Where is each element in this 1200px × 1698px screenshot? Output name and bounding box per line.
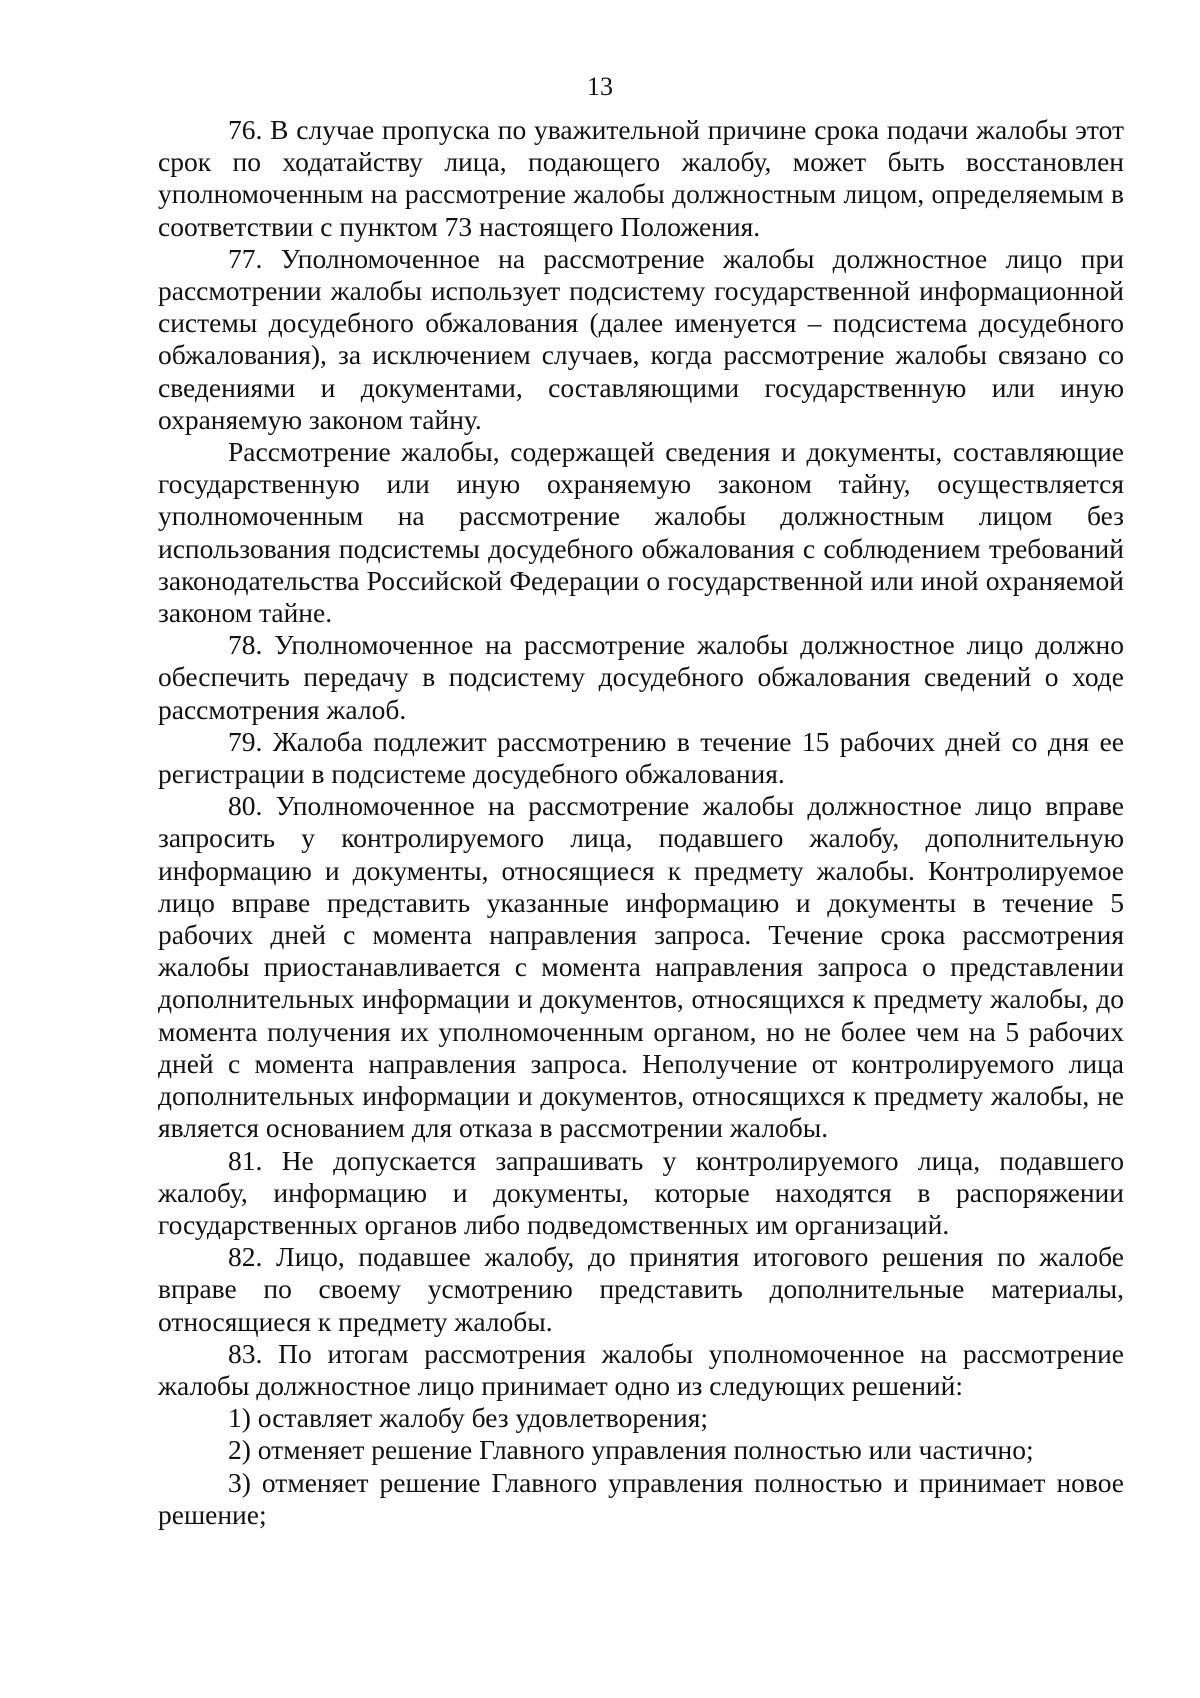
list-item-2: 2) отменяет решение Главного управления полностью или частично; (228, 1434, 1034, 1466)
page-number: 13 (587, 72, 613, 101)
paragraph-79: 79. Жалоба подлежит рассмотрению в течение 15 рабочих дней со дня ее регистрации в подсистеме досудебного обжалования. (158, 725, 1124, 790)
list-item-1: 1) оставляет жалобу без удовлетворения; (228, 1402, 709, 1434)
paragraph-77-secret: Рассмотрение жалобы, содержащей сведения и документы, составляющие государственную или иную охраняемую законом тайну, осуществляется уполномоченным на рассмотрение жалобы должностным лицом без использования подсистемы досудебного обжалования с соблюдением требований законодательства Российской Федерации о государственной или иной охраняемой законом тайне. (158, 436, 1124, 629)
paragraph-77: 77. Уполномоченное на рассмотрение жалобы должностное лицо при рассмотрении жалобы использует подсистему государственной информационной системы досудебного обжалования (далее именуется – подсистема досудебного обжалования), за исключением случаев, когда рассмотрение жалобы связано со сведениями и документами, составляющими государственную или иную охраняемую законом тайну. (158, 242, 1124, 435)
paragraph-82: 82. Лицо, подавшее жалобу, до принятия итогового решения по жалобе вправе по своему усмотрению представить дополнительные материалы, относящиеся к предмету жалобы. (158, 1241, 1124, 1337)
list-item-3: 3) отменяет решение Главного управления полностью и принимает новое решение; (158, 1466, 1124, 1530)
paragraph-83: 83. По итогам рассмотрения жалобы уполномоченное на рассмотрение жалобы должностное лицо принимает одно из следующих решений: (158, 1337, 1124, 1401)
paragraph-78: 78. Уполномоченное на рассмотрение жалобы должностное лицо должно обеспечить передачу в подсистему досудебного обжалования сведений о ходе рассмотрения жалоб. (158, 629, 1124, 725)
document-body (158, 114, 1124, 1531)
paragraph-81: 81. Не допускается запрашивать у контролируемого лица, подавшего жалобу, информацию и документы, которые находятся в распоряжении государственных органов либо подведомственных им организаций. (158, 1144, 1124, 1240)
paragraph-80: 80. Уполномоченное на рассмотрение жалобы должностное лицо вправе запросить у контролируемого лица, подавшего жалобу, дополнительную информацию и документы, относящиеся к предмету жалобы. Контролируемое лицо вправе представить указанные информацию и документы в течение 5 рабочих дней с момента направления запроса. Течение срока рассмотрения жалобы приостанавливается с момента направления запроса о представлении дополнительных информации и документов, относящихся к предмету жалобы, до момента получения их уполномоченным органом, но не более чем на 5 рабочих дней с момента направления запроса. Неполучение от контролируемого лица дополнительных информации и документов, относящихся к предмету жалобы, не является основанием для отказа в рассмотрении жалобы. (158, 790, 1124, 1144)
paragraph-76: 76. В случае пропуска по уважительной причине срока подачи жалобы этот срок по ходатайству лица, подающего жалобу, может быть восстановлен уполномоченным на рассмотрение жалобы должностным лицом, определяемым в соответствии с пунктом 73 настоящего Положения. (158, 114, 1124, 242)
